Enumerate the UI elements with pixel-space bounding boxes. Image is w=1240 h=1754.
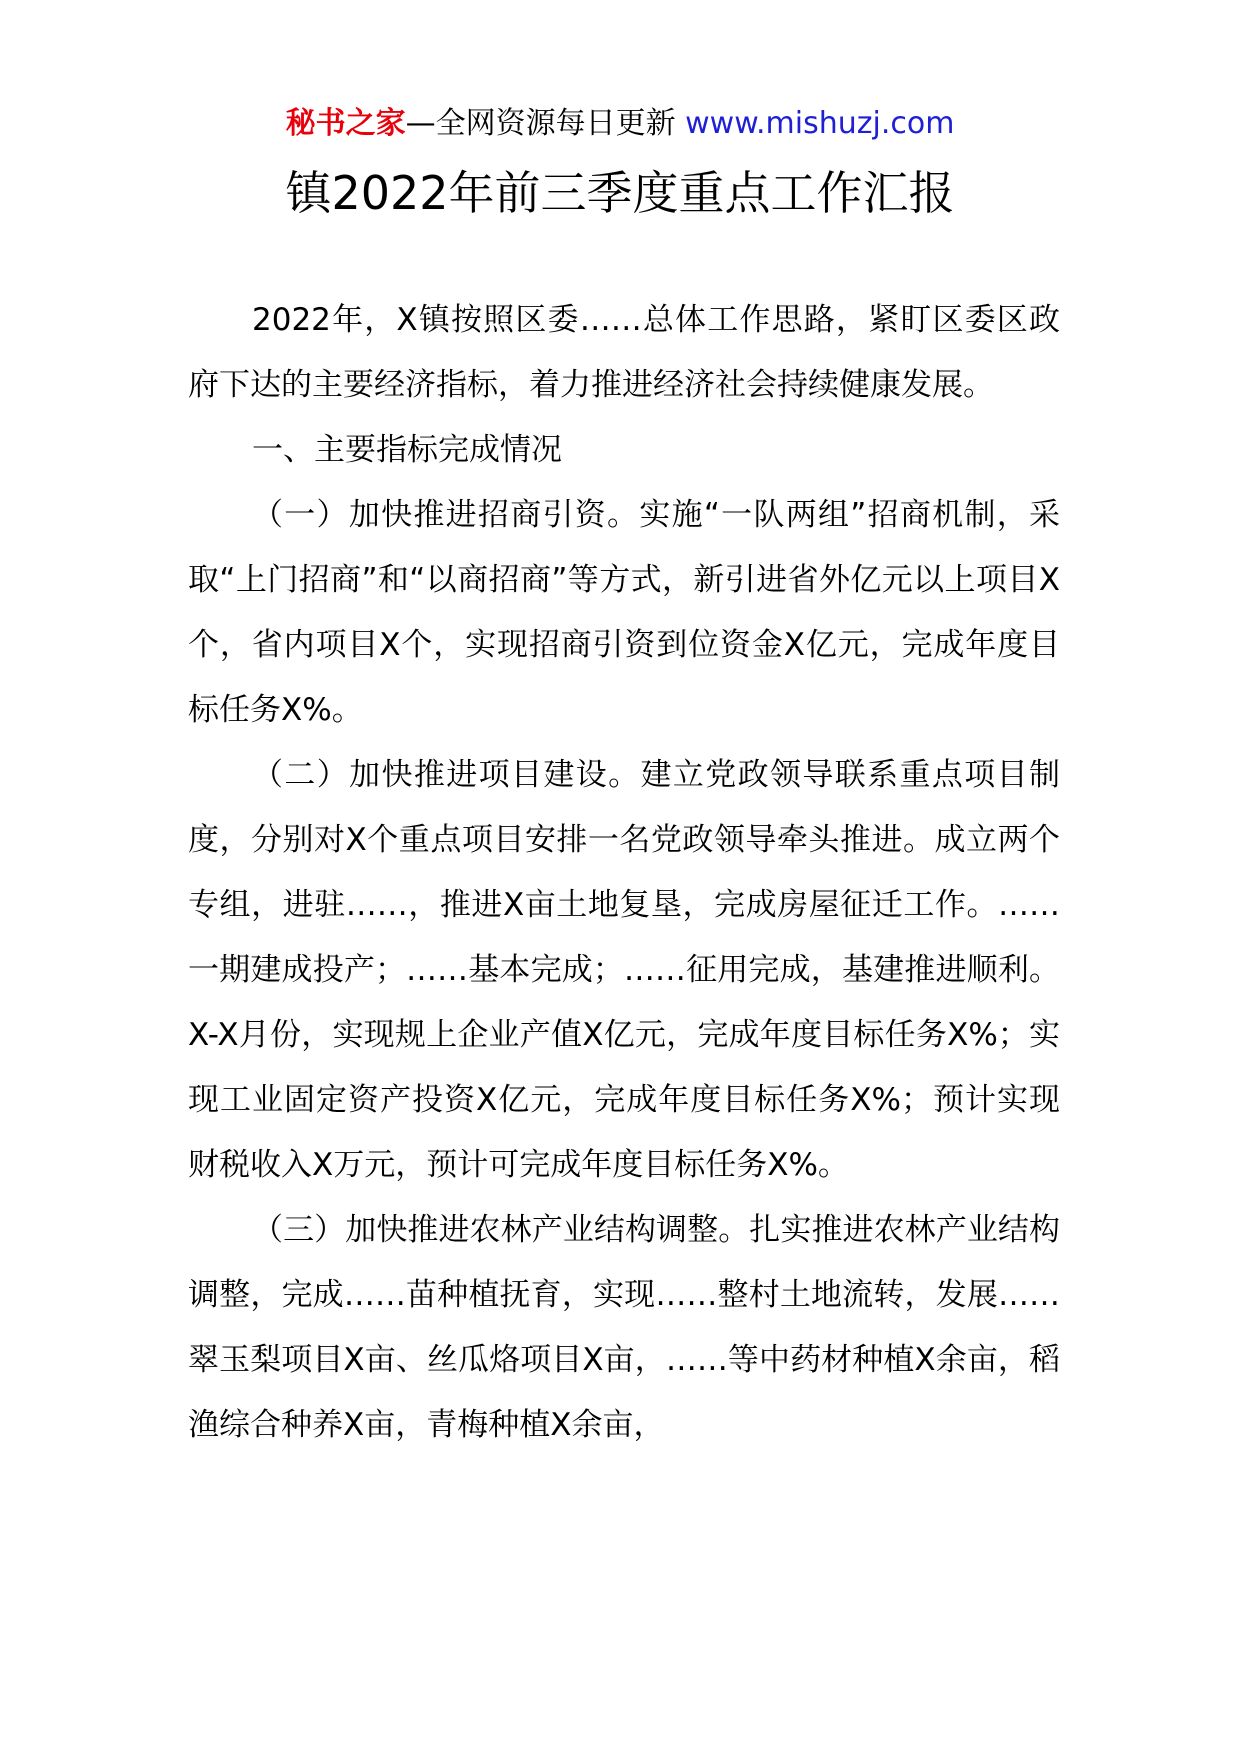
- body-paragraph: （三）加快推进农林产业结构调整。扎实推进农林产业结构调整，完成……苗种植抚育，实现……整村土地流转，发展……翠玉梨项目X亩、丝瓜烙项目X亩，……等中药材种植X余亩，稻渔综合种养X亩，青梅种植X余亩，: [188, 1212, 1060, 1443]
- section-heading: 一、主要指标完成情况: [252, 432, 562, 468]
- body-paragraph: （二）加快推进项目建设。建立党政领导联系重点项目制度，分别对X个重点项目安排一名党政领导牵头推进。成立两个专组，进驻……，推进X亩土地复垦，完成房屋征迁工作。……一期建成投产；……基本完成；……征用完成，基建推进顺利。X-X月份，实现规上企业产值X亿元，完成年度目标任务X%；实现工业固定资产投资X亿元，完成年度目标任务X%；预计实现财税收入X万元，预计可完成年度目标任务X%。: [188, 757, 1060, 1183]
- site-url-link[interactable]: www.mishuzj.com: [685, 106, 955, 141]
- header-slogan: —全网资源每日更新: [405, 106, 676, 141]
- header-banner: [0, 100, 1240, 148]
- brand-name: 秘书之家: [285, 106, 406, 141]
- document-title: 镇2022年前三季度重点工作汇报: [285, 166, 955, 220]
- body-paragraph: （一）加快推进招商引资。实施“一队两组”招商机制，采取“上门招商”和“以商招商”等方式，新引进省外亿元以上项目X个，省内项目X个，实现招商引资到位资金X亿元，完成年度目标任务X%。: [188, 497, 1060, 728]
- document-body: [188, 288, 1060, 1458]
- intro-paragraph: 2022年，X镇按照区委……总体工作思路，紧盯区委区政府下达的主要经济指标，着力推进经济社会持续健康发展。: [188, 302, 1060, 403]
